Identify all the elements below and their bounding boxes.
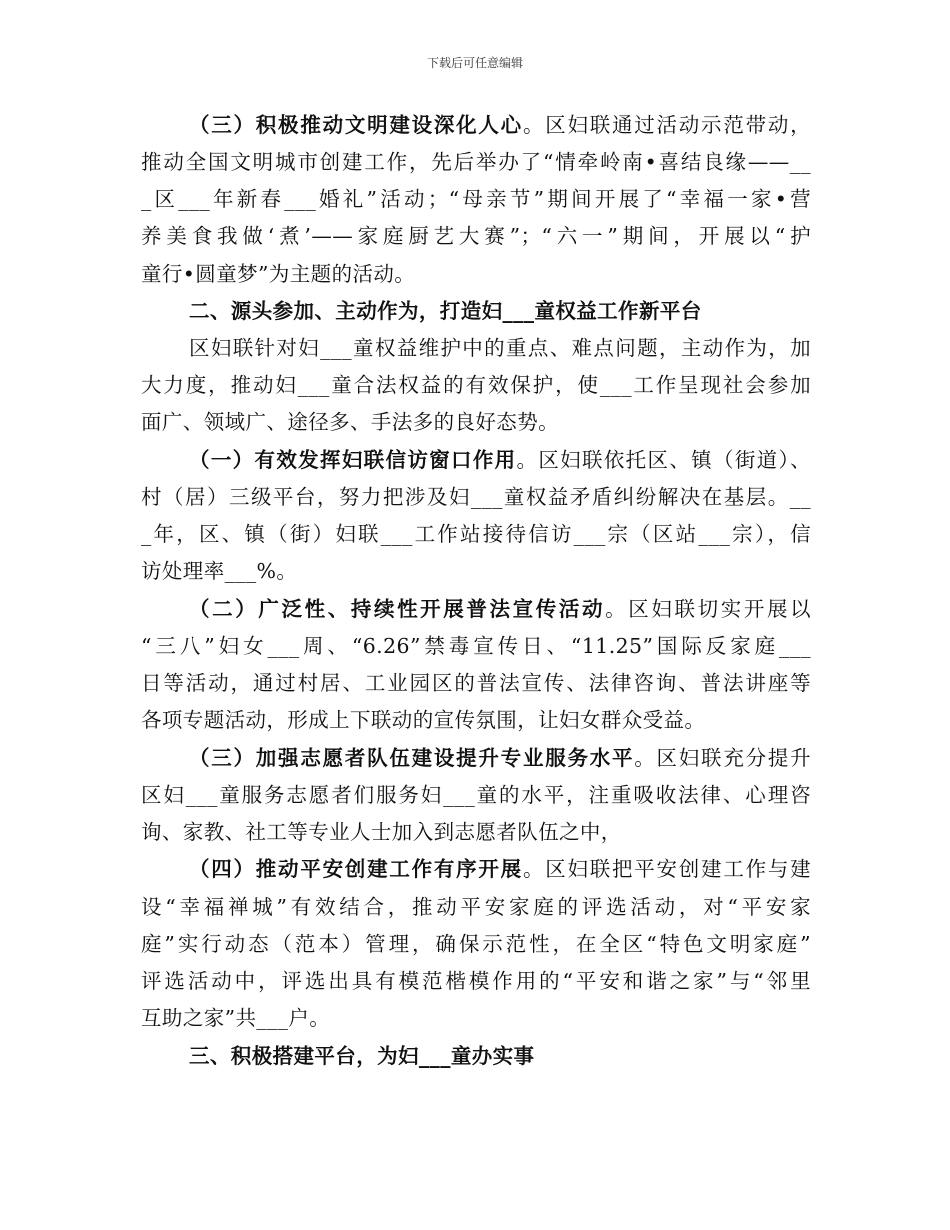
paragraph-line: 各项专题活动，形成上下联动的宣传氛围，让妇女群众受益。 (141, 708, 706, 732)
paragraph-line: 设“幸福禅城”有效结合，推动平安家庭的评选活动，对“平安家 (141, 895, 811, 919)
paragraph-line: （四）推动平安创建工作有序开展。区妇联把平安创建工作与建 (189, 857, 812, 881)
paragraph-line: （三）积极推动文明建设深化人心。区妇联通过活动示范带动， (189, 113, 812, 137)
paragraph-line: _区___年新春___婚礼”活动；“母亲节”期间开展了“幸福一家•营 (141, 187, 811, 211)
paragraph-line: 区妇___童服务志愿者们服务妇___童的水平，注重吸收法律、心理咨 (141, 783, 811, 807)
section-heading: （四）推动平安创建工作有序开展 (189, 857, 523, 881)
paragraph-line: 庭”实行动态（范本）管理，确保示范性，在全区“特色文明家庭” (141, 932, 811, 956)
paragraph-line: “三八”妇女___周、“6.26”禁毒宣传日、“11.25”国际反家庭___ (141, 634, 811, 658)
section-heading: （一）有效发挥妇联信访窗口作用 (189, 448, 517, 472)
paragraph-line: 面广、领域广、途径多、手法多的良好态势。 (141, 410, 559, 434)
paragraph-line: 询、家教、社工等专业人士加入到志愿者队伍之中， (141, 820, 622, 844)
page-header: 下载后可任意编辑 (426, 56, 523, 70)
paragraph-line: （二）广泛性、持续性开展普法宣传活动。区妇联切实开展以 (189, 597, 811, 621)
section-heading: （三）积极推动文明建设深化人心 (189, 113, 523, 137)
paragraph-line: 大力度，推动妇___童合法权益的有效保护，使___工作呈现社会参加 (141, 373, 811, 397)
section-heading: 二、源头参加、主动作为，打造妇___童权益工作新平台 (189, 299, 702, 323)
paragraph-line: 推动全国文明城市创建工作，先后举办了“情牵岭南•喜结良缘——__ (141, 150, 811, 174)
section-heading: （二）广泛性、持续性开展普法宣传活动 (189, 597, 606, 621)
paragraph-line: 日等活动，通过村居、工业园区的普法宣传、法律咨询、普法讲座等 (141, 671, 811, 695)
paragraph-line: 童行•圆童梦”为主题的活动。 (141, 262, 416, 286)
section-heading: （三）加强志愿者队伍建设提升专业服务水平 (189, 746, 635, 770)
paragraph-line: _年，区、镇（街）妇联___工作站接待信访___宗（区站___宗），信 (141, 522, 811, 546)
paragraph-line: （一）有效发挥妇联信访窗口作用。区妇联依托区、镇（街道）、 (189, 448, 812, 472)
paragraph-line: 区妇联针对妇___童权益维护中的重点、难点问题，主动作为，加 (189, 336, 811, 360)
paragraph-line: 评选活动中，评选出具有模范楷模作用的“平安和谐之家”与“邻里 (141, 969, 811, 993)
paragraph-line: 村（居）三级平台，努力把涉及妇___童权益矛盾纠纷解决在基层。__ (141, 485, 811, 509)
paragraph-line: 养美食我做‘煮’——家庭厨艺大赛”；“六一”期间，开展以“护 (141, 224, 811, 248)
paragraph-line: 互助之家”共___户。 (141, 1006, 331, 1030)
paragraph-line: 访处理率___%。 (141, 559, 298, 583)
section-heading: 三、积极搭建平台，为妇___童办实事 (189, 1044, 535, 1068)
paragraph-line: （三）加强志愿者队伍建设提升专业服务水平。区妇联充分提升 (189, 746, 812, 770)
